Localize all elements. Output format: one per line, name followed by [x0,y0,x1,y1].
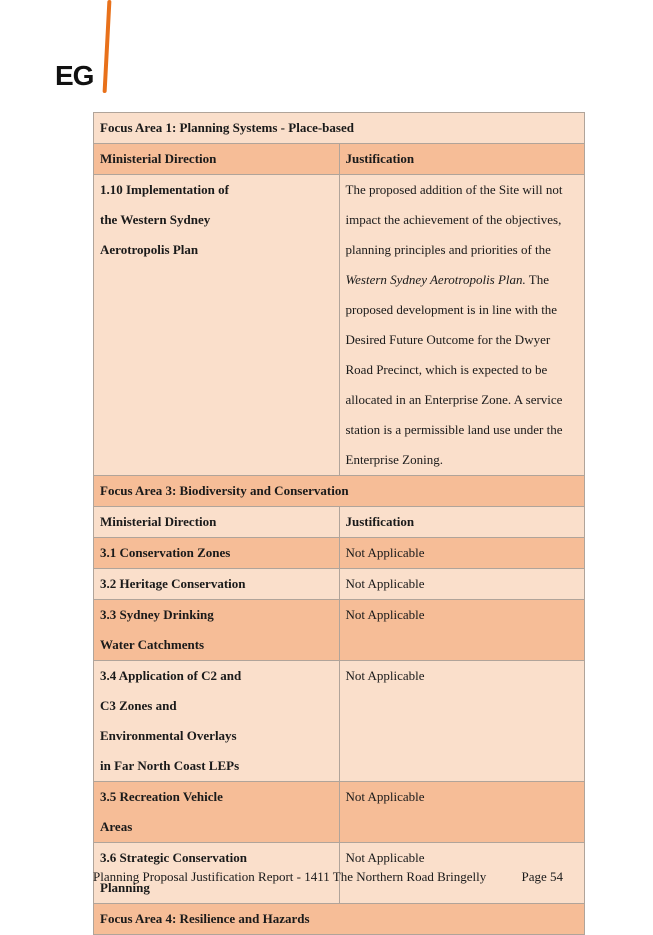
logo-text: EG [55,60,94,91]
direction-line: Areas [100,819,133,834]
column-header-direction: Ministerial Direction [94,144,340,175]
direction-line: Water Catchments [100,637,205,652]
justification-text: The proposed development is in line with the Desired Future Outcome for the Dwyer Road Precinct, which is expected to be allocated in an Enterprise Zone. A service station is a permissible land use under the Enterprise Zoning. [345,272,563,467]
ministerial-directions-table [93,112,585,935]
header-row [94,144,585,175]
footer-title: Planning Proposal Justification Report - 1411 The Northern Road Bringelly [93,869,487,884]
direction-line: 3.1 Conservation Zones [100,545,231,560]
direction-cell [94,600,340,661]
logo-accent-bar [103,0,112,93]
direction-cell [94,569,340,600]
table-row [94,175,585,476]
direction-line: Environmental Overlays [100,728,237,743]
direction-line: 3.5 Recreation Vehicle [100,789,223,804]
justification-cell: Not Applicable [339,782,585,843]
justification-cell: Not Applicable [339,600,585,661]
column-header-direction: Ministerial Direction [94,507,340,538]
header-row [94,507,585,538]
direction-line: 3.3 Sydney Drinking [100,607,214,622]
direction-line: 3.2 Heritage Conservation [100,576,246,591]
table-row [94,661,585,782]
column-header-justification: Justification [339,144,585,175]
table-row [94,600,585,661]
direction-line: 3.6 Strategic Conservation [100,850,247,865]
direction-cell [94,538,340,569]
direction-line: 1.10 Implementation of [100,182,229,197]
direction-line: Planning [100,880,150,895]
justification-cell: Not Applicable [339,843,585,904]
table-row [94,569,585,600]
table-row [94,782,585,843]
justification-text: The proposed addition of the Site will not impact the achievement of the objectives, planning principles and priorities of the [345,182,563,257]
justification-cell: Not Applicable [339,538,585,569]
direction-line: Aerotropolis Plan [100,242,199,257]
justification-cell: Not Applicable [339,569,585,600]
direction-line: C3 Zones and [100,698,177,713]
section-title: Focus Area 3: Biodiversity and Conservation [94,476,585,507]
page-footer [93,869,563,885]
section-row [94,904,585,935]
direction-line: the Western Sydney [100,212,211,227]
section-row [94,113,585,144]
direction-cell [94,782,340,843]
eg-logo [55,0,115,95]
direction-cell [94,175,340,476]
column-header-justification: Justification [339,507,585,538]
direction-line: in Far North Coast LEPs [100,758,240,773]
justification-cell: Not Applicable [339,661,585,782]
page-number: Page 54 [521,869,563,884]
direction-cell [94,661,340,782]
section-row [94,476,585,507]
direction-line: 3.4 Application of C2 and [100,668,242,683]
section-title: Focus Area 4: Resilience and Hazards [94,904,585,935]
table-row [94,538,585,569]
section-title: Focus Area 1: Planning Systems - Place-based [94,113,585,144]
justification-cell [339,175,585,476]
plan-title-italic: Western Sydney Aerotropolis Plan. [345,272,526,287]
